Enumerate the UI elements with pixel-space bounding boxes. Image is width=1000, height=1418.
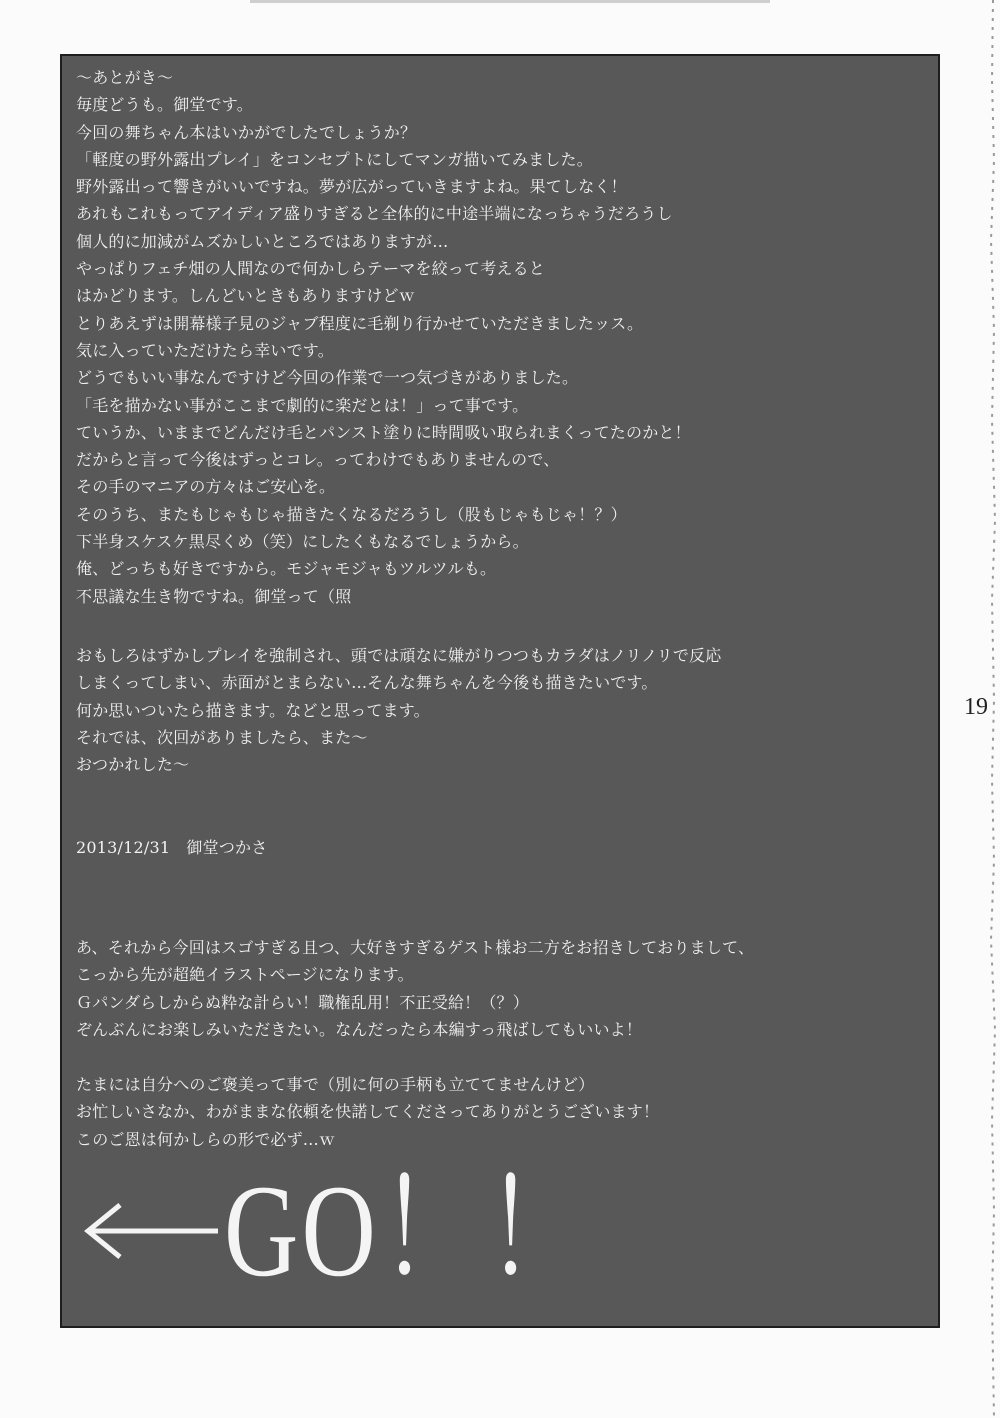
text-line: だからと言って今後はずっとコレ。ってわけでもありませんので、 <box>76 450 560 470</box>
afterword-paragraph-1 <box>76 64 928 610</box>
text-line: 毎度どうも。御堂です。 <box>76 95 253 115</box>
text-line: はかどります。しんどいときもありますけどｗ <box>76 286 415 306</box>
afterword-heading: ～あとがき～ <box>76 68 174 87</box>
text-line: 野外露出って響きがいいですね。夢が広がっていきますよね。果てしなく！ <box>76 177 627 197</box>
go-text: GO！！ <box>224 1157 592 1304</box>
afterword-paragraph-3 <box>76 724 928 779</box>
text-line: とりあえずは開幕様子見のジャブ程度に毛剃り行かせていただきましたッス。 <box>76 313 644 333</box>
text-line: こっから先が超絶イラストページになります。 <box>76 965 414 985</box>
left-arrow-icon <box>80 1201 220 1261</box>
signature-date: 2013/12/31 御堂つかさ <box>76 838 268 857</box>
text-line: Ｇパンダらしからぬ粋な計らい！職権乱用！不正受給！（？） <box>76 992 529 1012</box>
text-line: 個人的に加減がムズかしいところではありますが… <box>76 231 449 251</box>
text-line: お忙しいさなか、わがままな依頼を快諾してくださってありがとうございます！ <box>76 1102 660 1122</box>
text-line: そのうち、またもじゃもじゃ描きたくなるだろうし（股もじゃもじゃ！？） <box>76 504 627 524</box>
afterword-paragraph-5 <box>76 1071 928 1153</box>
text-line: ぞんぶんにお楽しみいただきたい。なんだったら本編すっ飛ばしてもいいよ！ <box>76 1019 643 1039</box>
go-banner <box>80 1156 695 1306</box>
text-line: どうでもいい事なんですけど今回の作業で一つ気づきがありました。 <box>76 368 579 388</box>
text-line: 今回の舞ちゃん本はいかがでしたでしょうか？ <box>76 122 417 142</box>
text-line: 俺、どっちも好きですから。モジャモジャもツルツルも。 <box>76 559 497 579</box>
afterword-panel <box>60 54 940 1328</box>
text-line: たまには自分へのご褒美って事で（別に何の手柄も立ててませんけど） <box>76 1075 595 1094</box>
text-line: しまくってしまい、赤面がとまらない…そんな舞ちゃんを今後も描きたいです。 <box>76 673 658 693</box>
text-line: ていうか、いままでどんだけ毛とパンスト塗りに時間吸い取られまくってたのかと！ <box>76 422 691 442</box>
afterword-signature-block <box>76 834 928 861</box>
text-line: それでは、次回がありましたら、また～ <box>76 728 368 747</box>
text-line: 「軽度の野外露出プレイ」をコンセプトにしてマンガ描いてみました。 <box>76 149 593 169</box>
text-line: 気に入っていただけたら幸いです。 <box>76 340 334 360</box>
text-line: おつかれした～ <box>76 755 190 775</box>
text-line: その手のマニアの方々はご安心を。 <box>76 477 336 497</box>
text-line: 「毛を描かない事がここまで劇的に楽だとは！」って事です。 <box>76 395 529 415</box>
text-line: 何か思いついたら描きます。などと思ってます。 <box>76 700 430 720</box>
right-bleed-edge <box>986 0 1000 1418</box>
top-bleed-marks <box>250 0 770 8</box>
text-line: あれもこれもってアイディア盛りすぎると全体的に中途半端になっちゃうだろうし <box>76 204 673 224</box>
text-line: やっぱりフェチ畑の人間なので何かしらテーマを絞って考えると <box>76 259 546 279</box>
text-line: 不思議な生き物ですね。御堂って（照 <box>76 586 352 606</box>
text-line: おもしろはずかしプレイを強制され、頭では頑なに嫌がりつつもカラダはノリノリで反応 <box>76 646 722 665</box>
afterword-paragraph-4 <box>76 934 928 1043</box>
text-line: このご恩は何かしらの形で必ず…ｗ <box>76 1129 336 1149</box>
text-line: あ、それから今回はスゴすぎる且つ、大好きすぎるゲスト様お二方をお招きしておりまして、 <box>76 938 755 957</box>
text-line: 下半身スケスケ黒尽くめ（笑）にしたくもなるでしょうから。 <box>76 532 529 552</box>
afterword-paragraph-2 <box>76 642 928 724</box>
page-number: 19 <box>964 694 988 720</box>
